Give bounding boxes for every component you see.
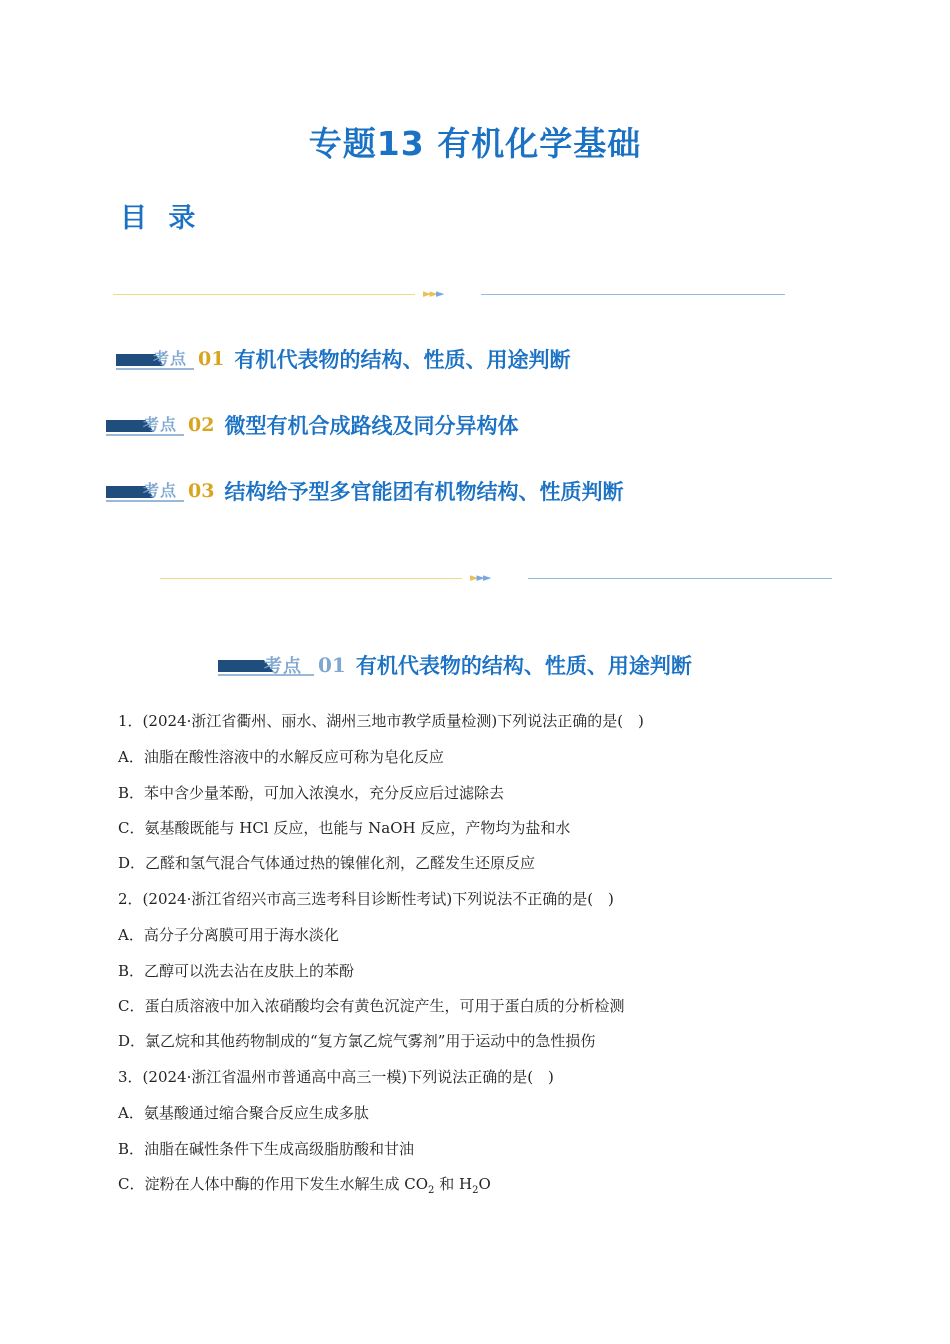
- section-title: 有机代表物的结构、性质、用途判断: [355, 654, 692, 678]
- toc-title: 结构给予型多官能团有机物结构、性质判断: [224, 480, 624, 504]
- toc-item-02[interactable]: [106, 412, 518, 438]
- section-number: 01: [318, 653, 346, 677]
- divider: [160, 571, 832, 584]
- kaodian-badge: 考点: [106, 479, 188, 503]
- toc-title: 微型有机合成路线及同分异构体: [224, 414, 519, 438]
- toc-number: 02: [188, 414, 215, 436]
- toc-item-03[interactable]: [106, 478, 623, 504]
- option: A．高分子分离膜可用于海水淡化: [118, 926, 339, 944]
- option: A．氨基酸通过缩合聚合反应生成多肽: [118, 1104, 369, 1122]
- section-heading: [218, 652, 692, 678]
- toc-heading: 目 录: [120, 203, 202, 234]
- kaodian-badge: 考点: [218, 653, 318, 677]
- question-stem: 2．(2024·浙江省绍兴市高三选考科目诊断性考试)下列说法不正确的是( ): [118, 890, 614, 908]
- divider: [113, 287, 785, 300]
- toc-number: 01: [198, 348, 225, 370]
- option: C．蛋白质溶液中加入浓硝酸均会有黄色沉淀产生，可用于蛋白质的分析检测: [118, 997, 625, 1015]
- option: B．油脂在碱性条件下生成高级脂肪酸和甘油: [118, 1140, 415, 1158]
- option: B．乙醇可以洗去沾在皮肤上的苯酚: [118, 962, 355, 980]
- kaodian-badge: 考点: [116, 347, 198, 371]
- page-title: 专题13 有机化学基础: [308, 124, 642, 163]
- option: C．淀粉在人体中酶的作用下发生水解生成 $CO_2$ 和 $H_2O$: [118, 1175, 491, 1196]
- option: D．氯乙烷和其他药物制成的“复方氯乙烷气雾剂”用于运动中的急性损伤: [118, 1032, 596, 1050]
- toc-title: 有机代表物的结构、性质、用途判断: [234, 348, 571, 372]
- toc-number: 03: [188, 480, 215, 502]
- option: C．氨基酸既能与 HCl 反应，也能与 NaOH 反应，产物均为盐和水: [118, 819, 571, 837]
- question-stem: 1．(2024·浙江省衢州、丽水、湖州三地市教学质量检测)下列说法正确的是( ): [118, 712, 644, 730]
- arrows-icon: ►►►: [423, 287, 443, 300]
- arrows-icon: ►►►: [470, 571, 490, 584]
- kaodian-badge: 考点: [106, 413, 188, 437]
- toc-item-01[interactable]: [116, 346, 570, 372]
- question-stem: 3．(2024·浙江省温州市普通高中高三一模)下列说法正确的是( ): [118, 1068, 554, 1086]
- option: D．乙醛和氢气混合气体通过热的镍催化剂，乙醛发生还原反应: [118, 854, 536, 872]
- option: A．油脂在酸性溶液中的水解反应可称为皂化反应: [118, 748, 444, 766]
- option: B．苯中含少量苯酚，可加入浓溴水，充分反应后过滤除去: [118, 784, 505, 802]
